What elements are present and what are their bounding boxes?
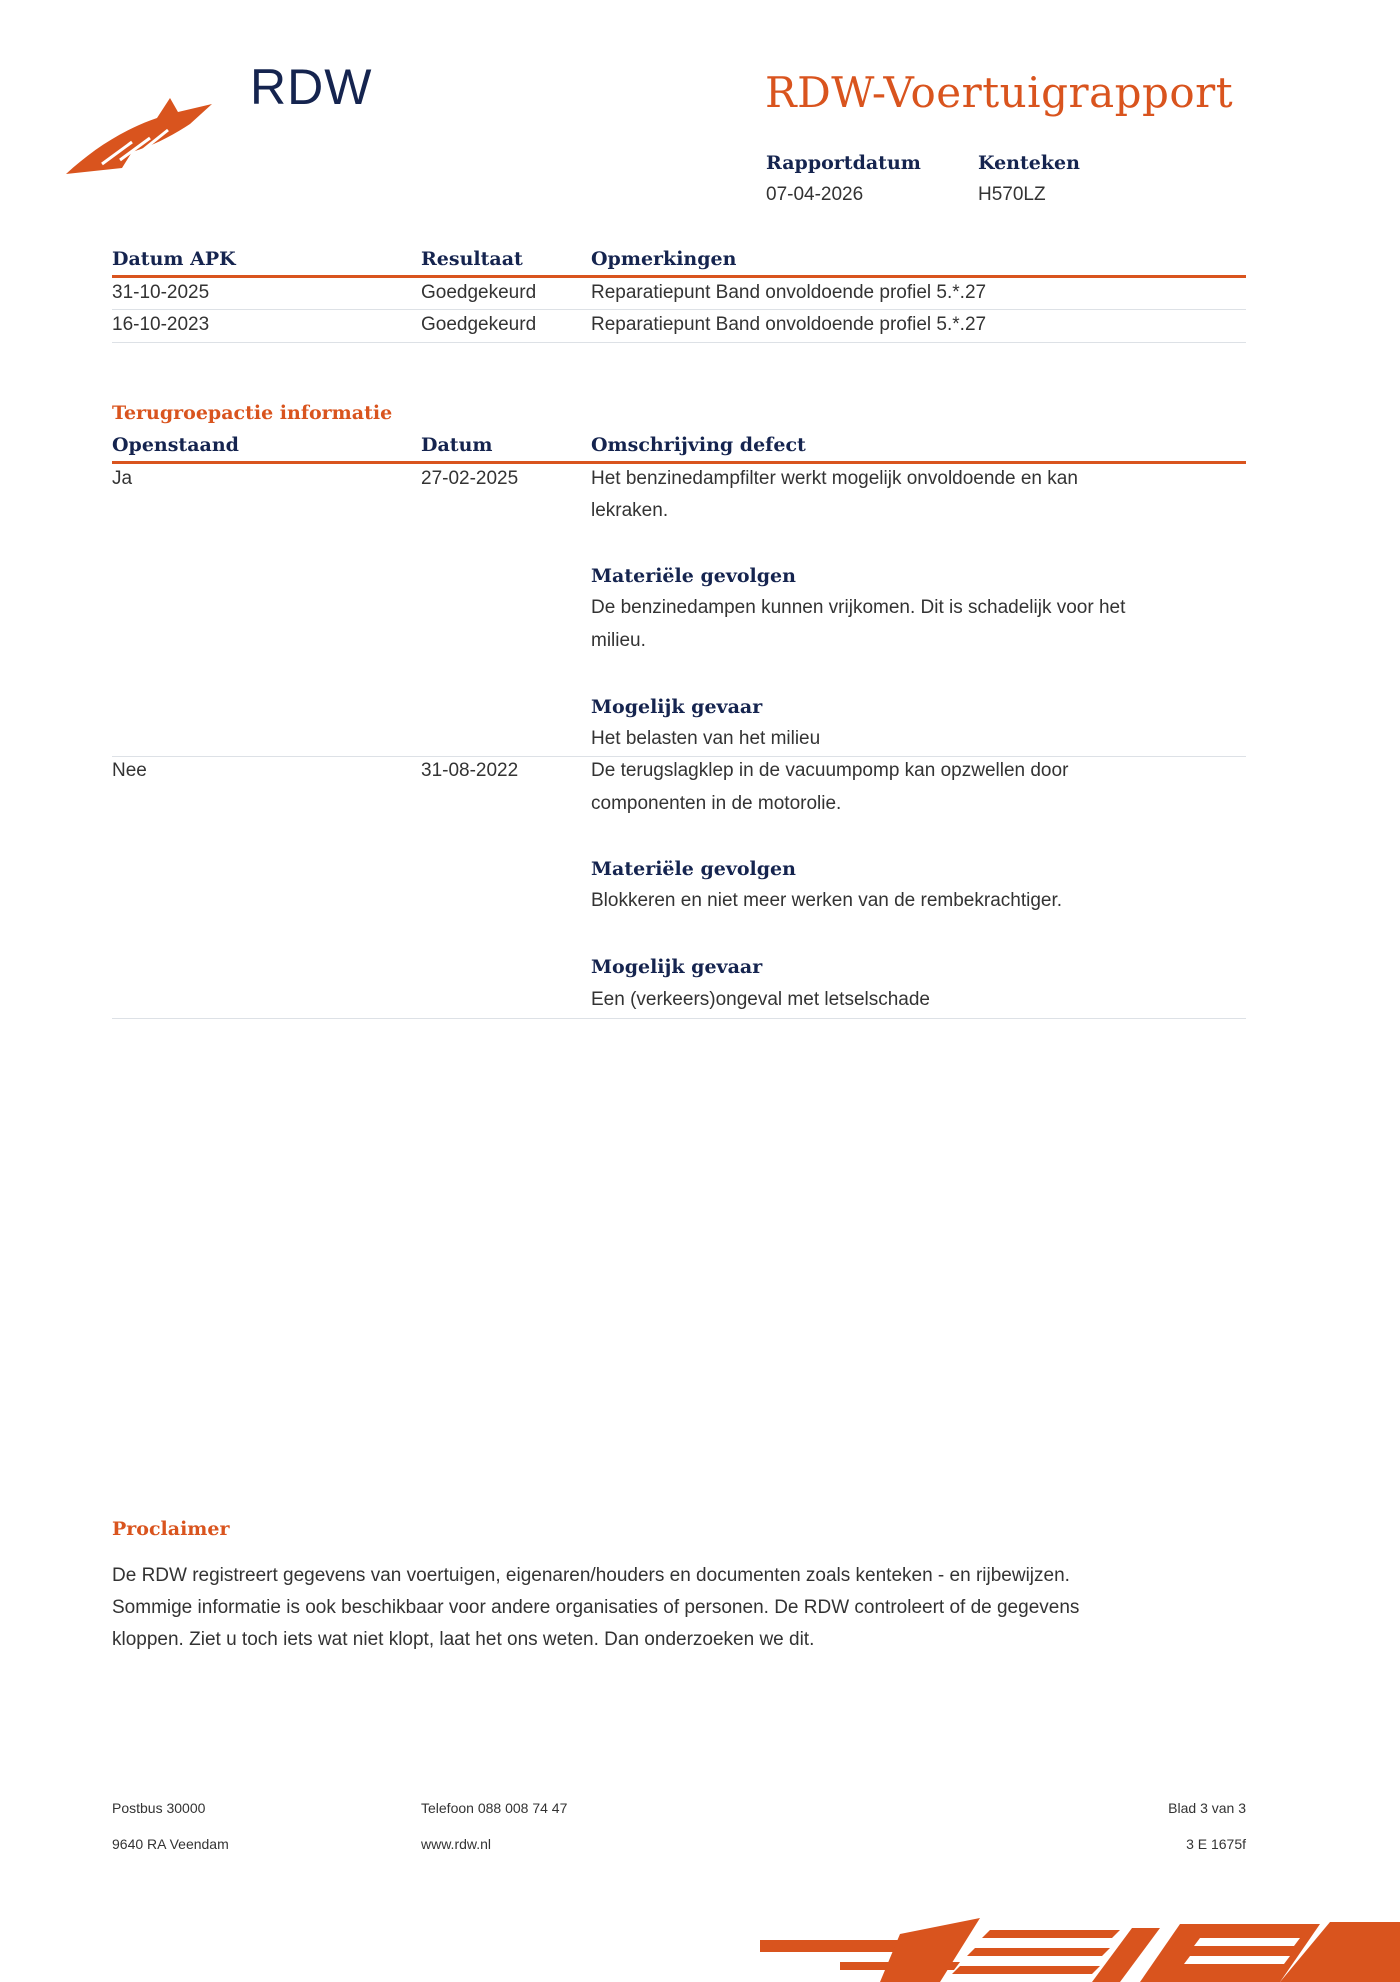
recall-row-2-consequences-line: Blokkeren en niet meer werken van de rembekrachtiger. (591, 890, 1063, 911)
recall-row-2-danger: Een (verkeers)ongeval met letselschade (591, 989, 931, 1010)
apk-row-1-remark: Reparatiepunt Band onvoldoende profiel 5.*.27 (591, 282, 987, 303)
recall-row-1-open: Ja (112, 468, 133, 489)
recall-row-1-danger: Het belasten van het milieu (591, 728, 821, 749)
recall-header-open: Openstaand (112, 434, 239, 456)
recall-row-1-date: 27-02-2025 (421, 468, 519, 489)
recall-row-1-consequences-label: Materiële gevolgen (591, 565, 796, 587)
rdw-logo-icon (62, 90, 232, 180)
recall-row-1-defect-line: Het benzinedampfilter werkt mogelijk onvoldoende en kan (591, 468, 1078, 489)
footer-website-link[interactable]: www.rdw.nl (421, 1836, 492, 1852)
proclaimer-line: Sommige informatie is ook beschikbaar voor andere organisaties of personen. De RDW controleert of de gegevens (112, 1597, 1080, 1618)
apk-row-2-result: Goedgekeurd (421, 314, 537, 335)
report-date-label: Rapportdatum (766, 152, 921, 174)
apk-row-2-remark: Reparatiepunt Band onvoldoende profiel 5.*.27 (591, 314, 987, 335)
footer-page-number: Blad 3 van 3 (1168, 1800, 1246, 1816)
footer-phone: Telefoon 088 008 74 47 (421, 1800, 568, 1816)
apk-row-2-date: 16-10-2023 (112, 314, 210, 335)
recall-row-2-defect-line: componenten in de motorolie. (591, 793, 842, 814)
recall-row-2-date: 31-08-2022 (421, 760, 519, 781)
page-title: RDW-Voertuigrapport (765, 68, 1234, 117)
proclaimer-line: De RDW registreert gegevens van voertuigen, eigenaren/houders en documenten zoals kenteken - en rijbewijzen. (112, 1565, 1070, 1586)
recall-row-1-danger-label: Mogelijk gevaar (591, 696, 763, 718)
apk-row-1-result: Goedgekeurd (421, 282, 537, 303)
recall-row-rule (112, 1018, 1246, 1019)
recall-row-2-open: Nee (112, 760, 147, 781)
recall-row-2-danger-label: Mogelijk gevaar (591, 956, 763, 978)
proclaimer-text (112, 1560, 1246, 1656)
plate-value: H570LZ (978, 184, 1046, 205)
logo-text: RDW (250, 59, 373, 115)
recall-row-1-defect-line: lekraken. (591, 500, 669, 521)
rdw-stripes-icon (760, 1918, 1400, 1982)
footer-doc-code: 3 E 1675f (1186, 1836, 1246, 1852)
proclaimer-title: Proclaimer (112, 1518, 230, 1540)
plate-label: Kenteken (978, 152, 1080, 174)
recall-section-title: Terugroepactie informatie (112, 402, 393, 424)
recall-row-2-consequences-label: Materiële gevolgen (591, 858, 796, 880)
apk-row-rule (112, 342, 1246, 343)
recall-row-2-defect-line: De terugslagklep in de vacuumpomp kan opzwellen door (591, 760, 1069, 781)
recall-header-date: Datum (421, 434, 493, 456)
recall-row-1-consequences-line: milieu. (591, 630, 646, 651)
apk-header-result: Resultaat (421, 248, 523, 270)
footer-address-line: 9640 RA Veendam (112, 1836, 229, 1852)
report-date: 07-04-2026 (766, 184, 864, 205)
footer-address-line: Postbus 30000 (112, 1800, 206, 1816)
proclaimer-line: kloppen. Ziet u toch iets wat niet klopt, laat het ons weten. Dan onderzoeken we dit. (112, 1629, 815, 1650)
recall-row-1-consequences-line: De benzinedampen kunnen vrijkomen. Dit is schadelijk voor het (591, 597, 1126, 618)
apk-header-date: Datum APK (112, 248, 236, 270)
apk-header-remarks: Opmerkingen (591, 248, 737, 270)
apk-row-1-date: 31-10-2025 (112, 282, 210, 303)
recall-header-defect: Omschrijving defect (591, 434, 806, 456)
